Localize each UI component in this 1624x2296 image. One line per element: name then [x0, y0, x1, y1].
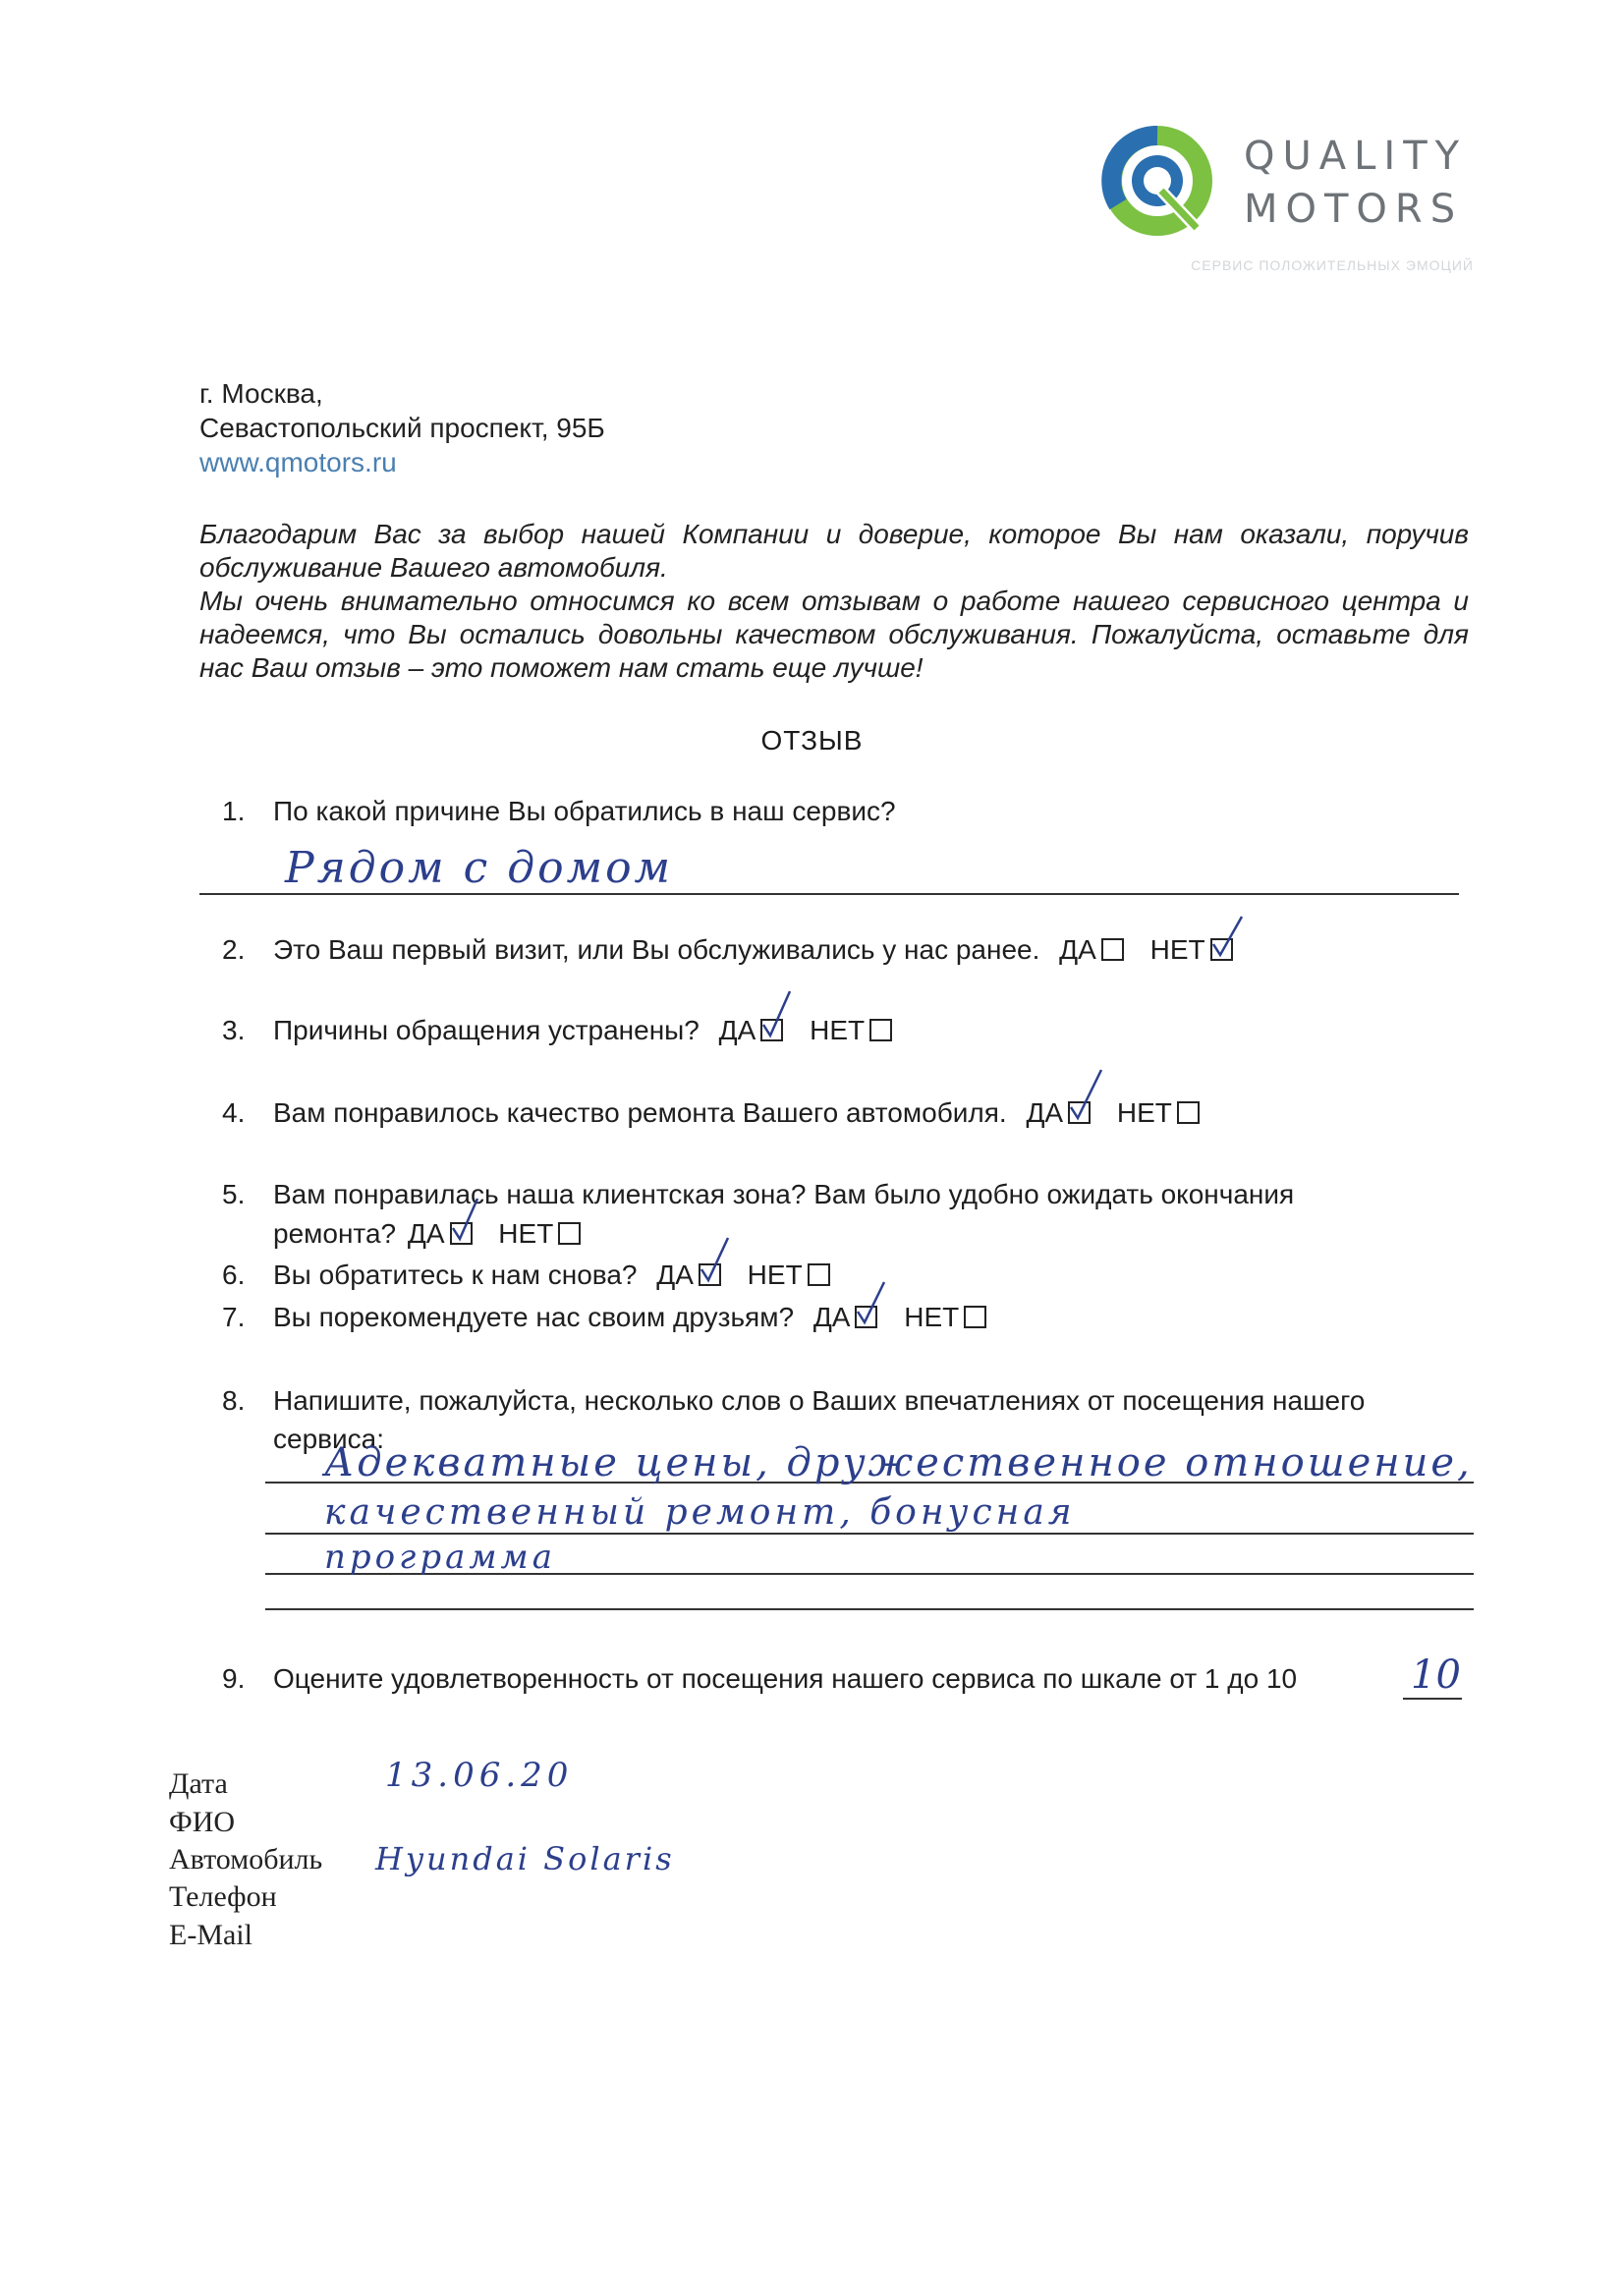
question-number: 6.: [222, 1260, 246, 1290]
question-text: Это Ваш первый визит, или Вы обслуживались у нас ранее.: [273, 934, 1040, 965]
question-number: 4.: [222, 1097, 246, 1128]
no-label: НЕТ: [498, 1218, 554, 1249]
question-text: Вы обратитесь к нам снова?: [273, 1260, 638, 1290]
checkbox-yes[interactable]: [1101, 938, 1124, 961]
question-3: [222, 1015, 897, 1046]
checkbox-no[interactable]: [869, 1019, 892, 1041]
logo-tagline: СЕРВИС ПОЛОЖИТЕЛЬНЫХ ЭМОЦИЙ: [1191, 257, 1474, 273]
answer-line: [265, 1533, 1474, 1535]
logo-text-quality: QUALITY: [1244, 134, 1468, 179]
form-title: ОТЗЫВ: [760, 725, 864, 756]
yes-label: ДА: [407, 1218, 445, 1249]
question-text: Вы порекомендуете нас своим друзьям?: [273, 1302, 795, 1332]
question-9: [222, 1663, 1297, 1695]
checkmark-icon: [855, 1280, 888, 1327]
question-text: Оцените удовлетворенность от посещения нашего сервиса по шкале от 1 до 10: [273, 1663, 1298, 1694]
answer-line: [265, 1608, 1474, 1610]
question-number: 1.: [222, 796, 246, 826]
no-label: НЕТ: [904, 1302, 960, 1332]
question-text: По какой причине Вы обратились в наш сервис?: [273, 796, 896, 826]
question-number: 9.: [222, 1663, 246, 1694]
answer-line: [1403, 1698, 1462, 1700]
checkbox-no[interactable]: [964, 1306, 986, 1328]
question-number: 3.: [222, 1015, 246, 1045]
question-6: [222, 1260, 835, 1291]
question-text: Вам понравилось качество ремонта Вашего автомобиля.: [273, 1097, 1007, 1128]
question-number: 7.: [222, 1302, 246, 1332]
question-text: Вам понравилась наша клиентская зона? Вам было удобно ожидать окончания: [273, 1179, 1295, 1209]
yes-label: ДА: [656, 1260, 694, 1290]
answer-9-handwritten[interactable]: 10: [1411, 1652, 1461, 1698]
checkmark-icon: [760, 989, 794, 1040]
question-number: 5.: [222, 1179, 246, 1209]
question-4: [222, 1097, 1204, 1129]
checkbox-yes-checked[interactable]: [855, 1306, 877, 1328]
checkbox-no[interactable]: [558, 1222, 581, 1245]
date-value-handwritten[interactable]: 13.06.20: [385, 1756, 574, 1795]
checkbox-no[interactable]: [1177, 1101, 1200, 1124]
checkmark-icon: [450, 1197, 483, 1244]
checkbox-no[interactable]: [808, 1263, 830, 1286]
question-text: Причины обращения устранены?: [273, 1015, 700, 1045]
question-text: Напишите, пожалуйста, несколько слов о Ваших впечатлениях от посещения нашего: [273, 1385, 1366, 1416]
intro-text: [199, 518, 1469, 685]
question-text-continued: ремонта?: [273, 1218, 397, 1249]
question-2: [222, 934, 1238, 966]
intro-paragraph-1: Благодарим Вас за выбор нашей Компании и доверие, которое Вы нам оказали, поручив обслуживание Вашего автомобиля.: [199, 519, 1469, 583]
address-street: Севастопольский проспект, 95Б: [199, 413, 605, 443]
answer-8-line-3-handwritten[interactable]: программа: [324, 1538, 556, 1577]
name-label: ФИО: [169, 1806, 236, 1838]
car-label: Автомобиль: [169, 1843, 323, 1876]
logo-text-motors: MOTORS: [1244, 187, 1464, 232]
car-value-handwritten[interactable]: Hyundai Solaris: [375, 1840, 675, 1877]
yes-label: ДА: [1059, 934, 1096, 965]
email-label: E-Mail: [169, 1919, 252, 1951]
intro-paragraph-2: Мы очень внимательно относимся ко всем отзывам о работе нашего сервисного центра и надеемся, что Вы остались довольны качеством обслуживания. Пожалуйста, оставьте для нас Ваш отзыв – это поможет нам стать еще лучше!: [199, 586, 1469, 683]
checkmark-icon: [1210, 915, 1244, 960]
question-5: [222, 1179, 1294, 1210]
company-logo: [1100, 120, 1474, 287]
question-number: 8.: [222, 1385, 246, 1416]
checkbox-yes-checked[interactable]: [1068, 1101, 1091, 1124]
checkbox-yes-checked[interactable]: [760, 1019, 783, 1041]
website-link[interactable]: www.qmotors.ru: [199, 447, 397, 477]
checkmark-icon: [1068, 1068, 1107, 1123]
question-5-continued: [273, 1218, 586, 1250]
question-8-continued: сервиса:: [273, 1424, 385, 1454]
checkmark-icon: [699, 1236, 732, 1285]
answer-1-handwritten[interactable]: Рядом с домом: [285, 843, 674, 893]
question-7: [222, 1302, 991, 1333]
logo-mark-icon: [1100, 120, 1218, 243]
date-label: Дата: [169, 1767, 228, 1800]
answer-8-line-1-handwritten[interactable]: Адекватные цены, дружественное отношение,: [324, 1440, 1473, 1485]
answer-8-line-2-handwritten[interactable]: качественный ремонт, бонусная: [324, 1492, 1076, 1533]
checkbox-yes-checked[interactable]: [699, 1263, 721, 1286]
yes-label: ДА: [718, 1015, 756, 1045]
phone-label: Телефон: [169, 1880, 277, 1913]
question-1: [222, 796, 896, 827]
question-8: [222, 1385, 1365, 1417]
yes-label: ДА: [812, 1302, 851, 1332]
no-label: НЕТ: [1116, 1097, 1172, 1128]
address-city: г. Москва,: [199, 378, 323, 409]
question-number: 2.: [222, 934, 246, 965]
no-label: НЕТ: [1149, 934, 1205, 965]
checkbox-yes-checked[interactable]: [450, 1222, 473, 1245]
no-label: НЕТ: [810, 1015, 866, 1045]
no-label: НЕТ: [747, 1260, 803, 1290]
yes-label: ДА: [1026, 1097, 1064, 1128]
answer-line: [199, 893, 1459, 895]
checkbox-no-checked[interactable]: [1210, 938, 1233, 961]
